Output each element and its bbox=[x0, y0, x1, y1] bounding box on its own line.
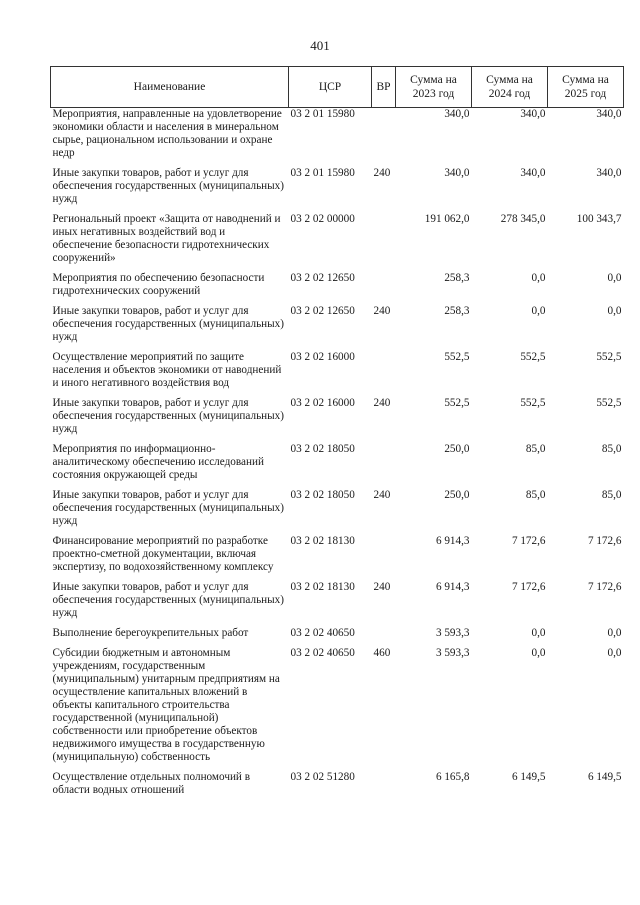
row-sum-2025: 0,0 bbox=[607, 305, 622, 317]
row-sum-2023: 552,5 bbox=[444, 351, 470, 363]
table-row bbox=[51, 305, 624, 351]
row-name: Региональный проект «Защита от наводнений и иных негативных воздействий вод и обеспечение безопасности гидротехнических сооружений» bbox=[52, 213, 281, 264]
row-name: Иные закупки товаров, работ и услуг для обеспечения государственных (муниципальных) нужд bbox=[52, 305, 284, 343]
row-name: Осуществление отдельных полномочий в области водных отношений bbox=[52, 771, 250, 796]
row-csr: 03 2 02 40650 bbox=[290, 627, 355, 639]
row-vr bbox=[372, 213, 396, 272]
row-sum-2023: 6 914,3 bbox=[435, 535, 470, 547]
row-csr: 03 2 02 51280 bbox=[290, 771, 355, 783]
row-sum-2024: 340,0 bbox=[520, 167, 546, 179]
table-row bbox=[51, 272, 624, 305]
header-name: Наименование bbox=[51, 67, 289, 108]
table-row bbox=[51, 647, 624, 771]
row-sum-2024: 85,0 bbox=[525, 443, 546, 455]
row-sum-2025: 6 149,5 bbox=[587, 771, 622, 783]
row-sum-2024: 0,0 bbox=[531, 305, 546, 317]
row-sum-2023: 250,0 bbox=[444, 443, 470, 455]
row-csr: 03 2 02 12650 bbox=[290, 305, 355, 317]
row-sum-2025: 85,0 bbox=[601, 443, 622, 455]
row-sum-2023: 6 165,8 bbox=[435, 771, 470, 783]
row-name: Иные закупки товаров, работ и услуг для обеспечения государственных (муниципальных) нужд bbox=[52, 167, 284, 205]
row-csr: 03 2 02 12650 bbox=[290, 272, 355, 284]
row-csr: 03 2 02 18050 bbox=[290, 443, 355, 455]
page-number: 401 bbox=[310, 38, 330, 53]
row-sum-2025: 100 343,7 bbox=[576, 213, 622, 225]
row-vr bbox=[372, 535, 396, 581]
row-sum-2024: 278 345,0 bbox=[500, 213, 546, 225]
row-sum-2023: 340,0 bbox=[444, 108, 470, 120]
row-vr bbox=[372, 443, 396, 489]
row-vr: 240 bbox=[373, 167, 391, 179]
table-body bbox=[51, 108, 624, 805]
row-sum-2024: 0,0 bbox=[531, 627, 546, 639]
row-csr: 03 2 01 15980 bbox=[290, 167, 355, 179]
row-sum-2024: 0,0 bbox=[531, 272, 546, 284]
row-csr: 03 2 02 00000 bbox=[290, 213, 355, 225]
row-name: Мероприятия по информационно-аналитическому обеспечению исследований состояния окружающей среды bbox=[52, 443, 264, 481]
row-csr: 03 2 02 18130 bbox=[290, 581, 355, 593]
row-sum-2025: 552,5 bbox=[596, 351, 622, 363]
row-sum-2023: 552,5 bbox=[444, 397, 470, 409]
row-sum-2024: 85,0 bbox=[525, 489, 546, 501]
row-sum-2025: 0,0 bbox=[607, 647, 622, 659]
row-csr: 03 2 02 18130 bbox=[290, 535, 355, 547]
row-sum-2025: 340,0 bbox=[596, 108, 622, 120]
row-name: Иные закупки товаров, работ и услуг для обеспечения государственных (муниципальных) нужд bbox=[52, 489, 284, 527]
row-sum-2025: 85,0 bbox=[601, 489, 622, 501]
row-name: Выполнение берегоукрепительных работ bbox=[52, 627, 249, 639]
row-sum-2023: 6 914,3 bbox=[435, 581, 470, 593]
table-header bbox=[51, 67, 624, 108]
table-row bbox=[51, 443, 624, 489]
row-vr: 240 bbox=[373, 489, 391, 501]
row-name: Иные закупки товаров, работ и услуг для обеспечения государственных (муниципальных) нужд bbox=[52, 581, 284, 619]
row-sum-2024: 0,0 bbox=[531, 647, 546, 659]
row-sum-2023: 3 593,3 bbox=[435, 627, 470, 639]
row-sum-2023: 3 593,3 bbox=[435, 647, 470, 659]
header-sum-2025: Сумма на 2025 год bbox=[548, 67, 624, 108]
table-row bbox=[51, 167, 624, 213]
row-sum-2025: 340,0 bbox=[596, 167, 622, 179]
row-sum-2023: 250,0 bbox=[444, 489, 470, 501]
row-csr: 03 2 02 16000 bbox=[290, 351, 355, 363]
row-vr: 240 bbox=[373, 581, 391, 593]
row-vr bbox=[372, 108, 396, 168]
row-sum-2025: 552,5 bbox=[596, 397, 622, 409]
row-sum-2024: 552,5 bbox=[520, 351, 546, 363]
row-sum-2025: 7 172,6 bbox=[587, 581, 622, 593]
row-sum-2024: 552,5 bbox=[520, 397, 546, 409]
row-csr: 03 2 01 15980 bbox=[290, 108, 355, 120]
row-vr bbox=[372, 627, 396, 647]
header-sum-2023: Сумма на 2023 год bbox=[396, 67, 472, 108]
table-row bbox=[51, 771, 624, 804]
row-vr: 240 bbox=[373, 397, 391, 409]
row-sum-2025: 0,0 bbox=[607, 627, 622, 639]
row-vr: 460 bbox=[373, 647, 391, 659]
row-sum-2023: 258,3 bbox=[444, 305, 470, 317]
row-vr bbox=[372, 272, 396, 305]
row-vr bbox=[372, 351, 396, 397]
row-name: Мероприятия, направленные на удовлетворение экономики области и населения в минеральном сырье, рациональном использовании и охране недр bbox=[52, 108, 282, 159]
row-sum-2024: 7 172,6 bbox=[511, 535, 546, 547]
row-sum-2024: 340,0 bbox=[520, 108, 546, 120]
row-csr: 03 2 02 16000 bbox=[290, 397, 355, 409]
row-sum-2024: 6 149,5 bbox=[511, 771, 546, 783]
row-vr: 240 bbox=[373, 305, 391, 317]
row-csr: 03 2 02 18050 bbox=[290, 489, 355, 501]
row-sum-2025: 7 172,6 bbox=[587, 535, 622, 547]
row-sum-2023: 340,0 bbox=[444, 167, 470, 179]
row-csr: 03 2 02 40650 bbox=[290, 647, 355, 659]
row-vr bbox=[372, 771, 396, 804]
row-name: Осуществление мероприятий по защите населения и объектов экономики от наводнений и иного негативного воздействия вод bbox=[52, 351, 282, 389]
budget-table bbox=[50, 66, 624, 804]
table-row bbox=[51, 397, 624, 443]
table-row bbox=[51, 351, 624, 397]
row-sum-2024: 7 172,6 bbox=[511, 581, 546, 593]
row-name: Субсидии бюджетным и автономным учреждениям, государственным (муниципальным) унитарным предприятиям на осуществление капитальных вложений в объекты капитального строительства государственной (муниципальной) собственности или приобретение объектов недвижимого имущества в государственную (муниципальную) собственность bbox=[52, 647, 280, 763]
header-sum-2024: Сумма на 2024 год bbox=[472, 67, 548, 108]
table-row bbox=[51, 627, 624, 647]
table-row bbox=[51, 489, 624, 535]
row-sum-2023: 258,3 bbox=[444, 272, 470, 284]
row-name: Финансирование мероприятий по разработке проектно-сметной документации, включая экспертизу, по водохозяйственному комплексу bbox=[52, 535, 274, 573]
table-row bbox=[51, 581, 624, 627]
table-row bbox=[51, 535, 624, 581]
table-row bbox=[51, 213, 624, 272]
row-name: Мероприятия по обеспечению безопасности гидротехнических сооружений bbox=[52, 272, 265, 297]
row-sum-2023: 191 062,0 bbox=[424, 213, 470, 225]
row-sum-2025: 0,0 bbox=[607, 272, 622, 284]
header-csr: ЦСР bbox=[289, 67, 372, 108]
row-name: Иные закупки товаров, работ и услуг для обеспечения государственных (муниципальных) нужд bbox=[52, 397, 284, 435]
table-row bbox=[51, 108, 624, 168]
header-vr: ВР bbox=[372, 67, 396, 108]
